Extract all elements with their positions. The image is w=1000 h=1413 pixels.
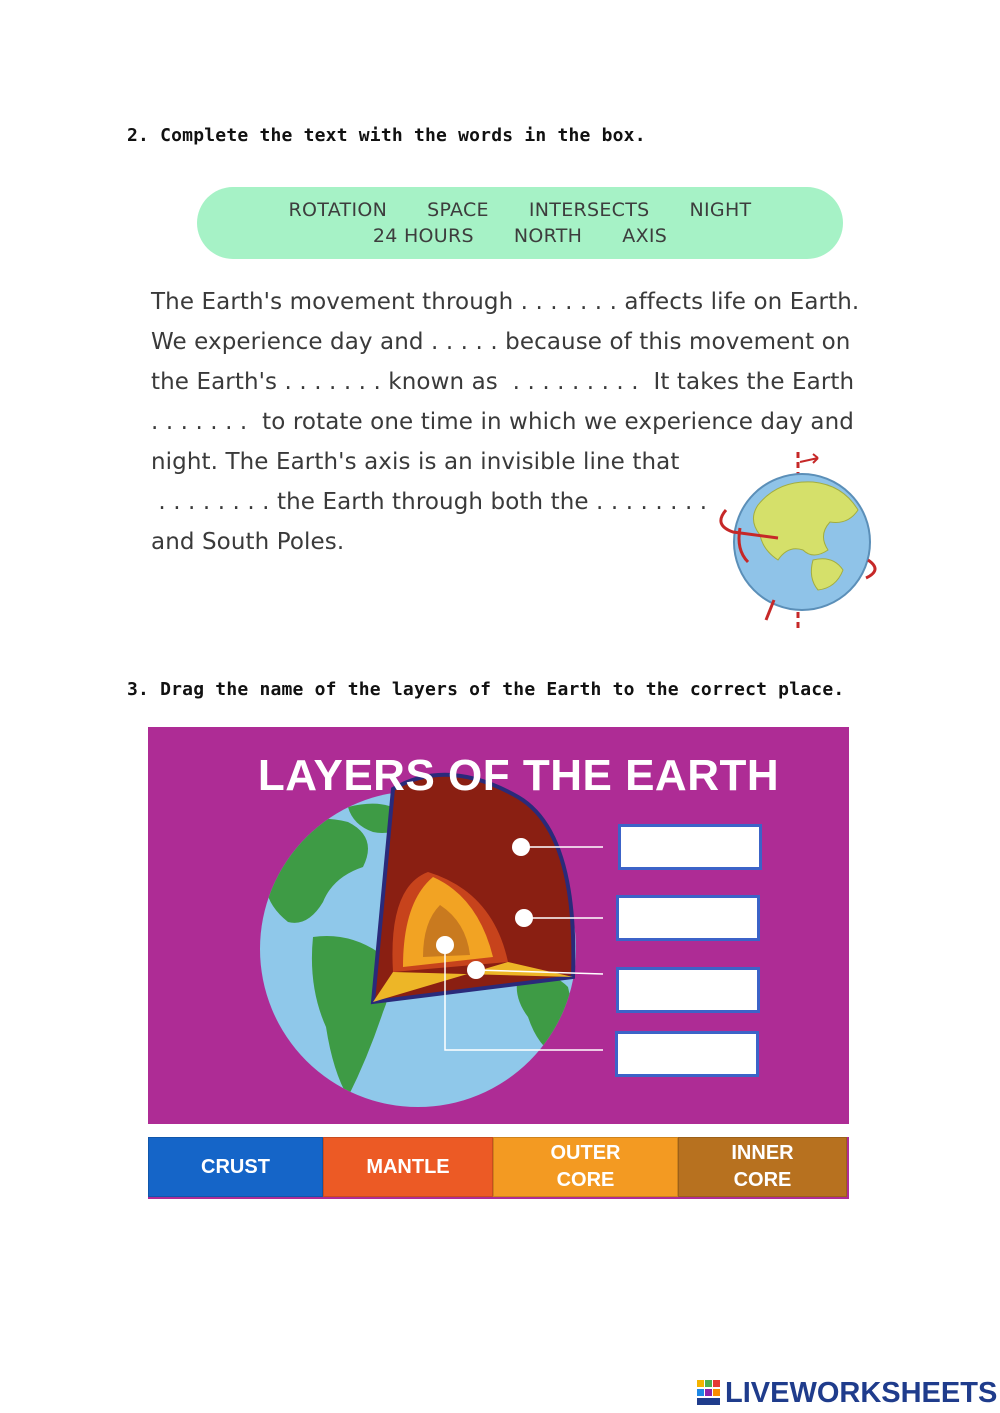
q2-heading: 2. Complete the text with the words in the box. [127,125,646,146]
text-line-1: The Earth's movement through . . . . . . . affects life on Earth. [151,289,860,315]
liveworksheets-logo-icon [697,1380,721,1406]
layer-name-tiles [148,1137,849,1199]
text-line-2: We experience day and . . . . . because of this movement on [151,329,851,355]
word-bank-row-2 [197,225,843,247]
rotating-earth-illustration [718,450,888,630]
layers-diagram-panel [148,727,849,1124]
tile-crust[interactable]: CRUST [148,1137,323,1197]
word-space: SPACE [427,199,489,221]
text-line-4: . . . . . . . to rotate one time in which we experience day and [151,409,855,435]
drop-target-1[interactable] [618,824,762,870]
text-line-3: the Earth's . . . . . . . known as . . . . . . . . . It takes the Earth [151,369,855,395]
word-bank-row-1 [197,199,843,221]
q3-heading: 3. Drag the name of the layers of the Earth to the correct place. [127,679,845,700]
liveworksheets-logo[interactable] [697,1378,997,1408]
logo-text: LIVEWORKSHEETS [725,1376,998,1409]
word-24-hours: 24 HOURS [372,225,474,247]
word-intersects: INTERSECTS [528,199,650,221]
tile-inner-core[interactable]: INNER CORE [678,1137,847,1197]
word-bank-box [197,187,843,259]
text-line-7: and South Poles. [151,529,345,555]
word-night: NIGHT [689,199,752,221]
drop-target-2[interactable] [616,895,760,941]
text-line-5: night. The Earth's axis is an invisible line that [151,449,680,475]
word-rotation: ROTATION [288,199,388,221]
drop-target-4[interactable] [615,1031,759,1077]
layers-title: LAYERS OF THE EARTH [257,751,780,800]
tile-outer-core[interactable]: OUTER CORE [493,1137,678,1197]
word-north: NORTH [513,225,583,247]
drop-target-3[interactable] [616,967,760,1013]
tile-mantle[interactable]: MANTLE [323,1137,493,1197]
word-axis: AXIS [622,225,668,247]
text-line-6: . . . . . . . . the Earth through both the . . . . . . . . [151,489,708,515]
